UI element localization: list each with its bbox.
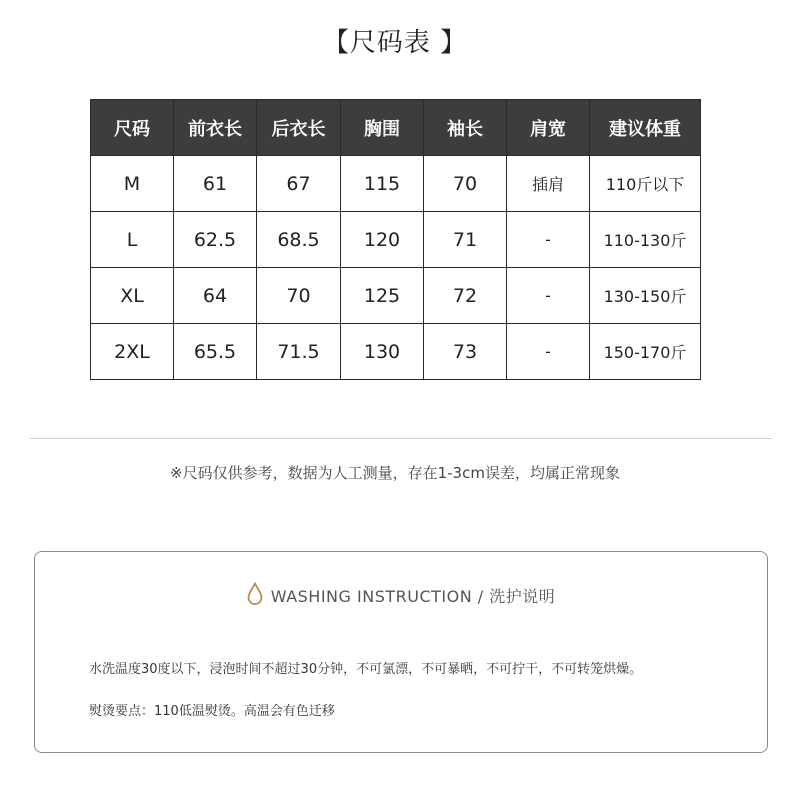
cell-shoulder-width: - <box>507 212 590 268</box>
cell-chest: 125 <box>341 268 424 324</box>
cell-front-length: 62.5 <box>174 212 257 268</box>
cell-chest: 115 <box>341 156 424 212</box>
cell-chest: 130 <box>341 324 424 380</box>
cell-suggested-weight: 150-170斤 <box>590 324 701 380</box>
page-title: 【尺码表 】 <box>322 28 468 58</box>
cell-size: M <box>91 156 174 212</box>
table-row <box>91 156 701 212</box>
cell-back-length: 71.5 <box>257 324 341 380</box>
cell-suggested-weight: 110斤以下 <box>590 156 701 212</box>
header-sleeve-length: 袖长 <box>424 100 507 156</box>
cell-front-length: 65.5 <box>174 324 257 380</box>
table-row <box>91 212 701 268</box>
header-shoulder-width: 肩宽 <box>507 100 590 156</box>
cell-suggested-weight: 110-130斤 <box>590 212 701 268</box>
cell-shoulder-width: 插肩 <box>507 156 590 212</box>
ironing-text: 熨烫要点：110低温熨烫。高温会有色迁移 <box>89 704 335 719</box>
table-header-row <box>91 100 701 156</box>
cell-shoulder-width: - <box>507 268 590 324</box>
cell-size: L <box>91 212 174 268</box>
header-chest: 胸围 <box>341 100 424 156</box>
cell-size: 2XL <box>91 324 174 380</box>
cell-sleeve-length: 73 <box>424 324 507 380</box>
cell-front-length: 61 <box>174 156 257 212</box>
table-row <box>91 324 701 380</box>
cell-sleeve-length: 70 <box>424 156 507 212</box>
header-back-length: 后衣长 <box>257 100 341 156</box>
size-table <box>90 99 701 380</box>
washing-temperature-text: 水洗温度30度以下，浸泡时间不超过30分钟，不可氯漂，不可暴晒，不可拧干，不可转笼烘燥。 <box>89 662 643 677</box>
cell-sleeve-length: 72 <box>424 268 507 324</box>
table-row <box>91 268 701 324</box>
cell-front-length: 64 <box>174 268 257 324</box>
washing-heading <box>35 582 767 607</box>
measurement-note: ※尺码仅供参考，数据为人工测量，存在1-3cm误差，均属正常现象 <box>170 464 620 482</box>
cell-chest: 120 <box>341 212 424 268</box>
washing-instruction-box <box>34 551 768 753</box>
cell-shoulder-width: - <box>507 324 590 380</box>
washing-heading-text: WASHING INSTRUCTION / 洗护说明 <box>270 587 556 606</box>
cell-size: XL <box>91 268 174 324</box>
cell-suggested-weight: 130-150斤 <box>590 268 701 324</box>
section-divider <box>30 438 772 439</box>
cell-back-length: 67 <box>257 156 341 212</box>
cell-sleeve-length: 71 <box>424 212 507 268</box>
header-size: 尺码 <box>91 100 174 156</box>
water-drop-icon <box>247 582 263 606</box>
header-front-length: 前衣长 <box>174 100 257 156</box>
cell-back-length: 68.5 <box>257 212 341 268</box>
cell-back-length: 70 <box>257 268 341 324</box>
header-suggested-weight: 建议体重 <box>590 100 701 156</box>
